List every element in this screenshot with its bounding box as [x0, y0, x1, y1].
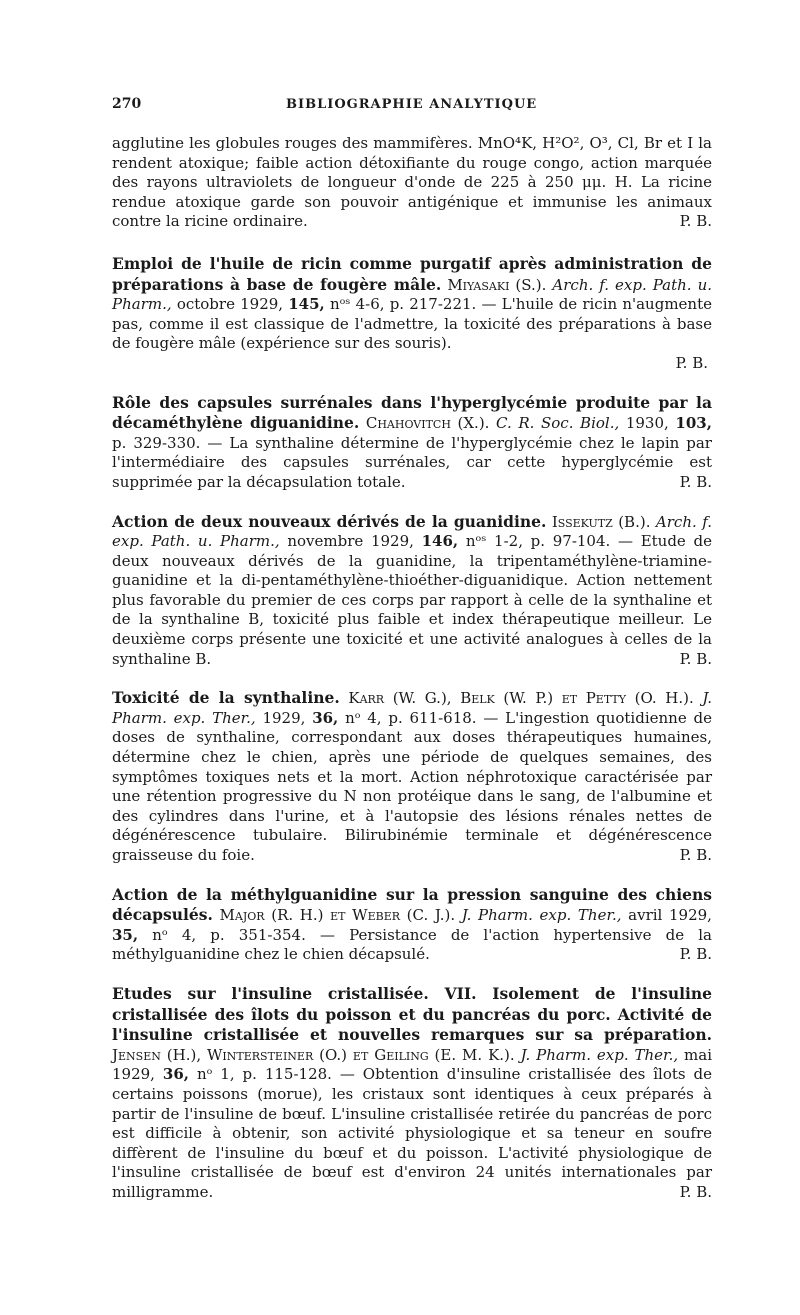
entry-pages: nᵒ 4, p. 611-618.: [345, 708, 477, 727]
entry-journal: C. R. Soc. Biol.,: [496, 414, 620, 433]
entry-volume: 36,: [312, 708, 339, 727]
entry-pages: nᵒˢ 1-2, p. 97-104.: [465, 532, 611, 551]
entry-pages: nᵒˢ 4-6, p. 217-221.: [329, 295, 477, 314]
entry-pages: p. 329-330.: [112, 433, 201, 452]
document-page: [112, 96, 712, 1222]
intro-fragment: [112, 134, 712, 232]
bibliography-entry: [112, 885, 712, 965]
entry-authors: Karr (W. G.), Belk (W. P.) et Petty (O. H.).: [348, 689, 694, 708]
entry-date: 1929,: [262, 708, 306, 727]
entry-journal: Arch. f. exp. Path. u. Pharm.,: [112, 275, 712, 314]
entry-authors: Issekutz (B.).: [551, 512, 651, 531]
bibliography-entry: [112, 393, 712, 493]
entry-signature: P. B.: [675, 353, 708, 372]
entry-date: novembre 1929,: [287, 532, 414, 551]
entry-abstract: — L'ingestion quotidienne de doses de synthaline, correspondant aux doses thérapeutiques humaines, détermine chez le chien, après une période de quelques semaines, des symptômes toxiques nets et la mort. Action néphrotoxique caractérisée par une rétention progressive du N non protéique dans le sang, de l'albumine et des cylindres dans l'urine, et à l'autopsie des lésions rénales nettes de dégénérescence tubulaire. Bilirubinémie terminale et dégénérescence graisseuse du foie.: [112, 708, 712, 864]
entry-title: Action de deux nouveaux dérivés de la guanidine.: [112, 511, 547, 531]
bibliography-entry: [112, 254, 712, 374]
entry-abstract: — La synthaline détermine de l'hyperglycémie chez le lapin par l'intermédiaire des capsules surrénales, car cette hyperglycémie est supprimée par la décapsulation totale.: [112, 433, 712, 491]
entry-journal: Arch. f. exp. Path. u. Pharm.,: [112, 512, 712, 551]
entry-abstract: — Etude de deux nouveaux dérivés de la guanidine, la tripentaméthylène-triamine-guanidine et la di-pentaméthylène-thioéther-diguanidique. Action nettement plus favorable du premier de ces corps par rapport à celle de la synthaline et de la synthaline B, toxicité plus faible et index thérapeutique meilleur. Le deuxième corps présente une toxicité et une activité analogues à celles de la synthaline B.: [112, 532, 712, 668]
entry-pages: nᵒ 1, p. 115-128.: [196, 1065, 332, 1084]
entry-journal: J. Pharm. exp. Ther.,: [461, 906, 622, 925]
entry-signature: P. B.: [679, 1182, 712, 1201]
entry-signature: P. B.: [679, 945, 712, 964]
entry-title: Action de la méthylguanidine sur la pression sanguine des chiens décapsulés.: [112, 884, 712, 925]
entry-authors: Chahovitch (X.).: [365, 414, 490, 433]
entry-title: Etudes sur l'insuline cristallisée. VII. Isolement de l'insuline cristallisée des îlots du poisson et du pancréas du porc. Activité de l'insuline cristallisée et nouvelles remarques sur sa préparation.: [112, 983, 712, 1045]
entry-title: Rôle des capsules surrénales dans l'hyperglycémie produite par la décaméthylène diguanidine.: [112, 392, 712, 433]
entry-signature: P. B.: [679, 649, 712, 668]
entry-signature: P. B.: [679, 212, 712, 231]
entry-volume: 103,: [675, 414, 712, 433]
entry-journal: J. Pharm. exp. Ther.,: [520, 1045, 679, 1064]
entry-authors: Miyasaki (S.).: [447, 275, 547, 294]
entry-abstract: — Obtention d'insuline cristallisée des îlots de certains poissons (morue), les cristaux sont identiques à ceux préparés à partir de l'insuline de bœuf. L'insuline cristallisée retirée du pancréas de porc est difficile à obtenir, son activité physiologique et sa teneur en soufre diffèrent de l'insuline du bœuf et du poisson. L'activité physiologique de l'insuline cristallisée de bœuf est d'environ 24 unités internationales par milligramme.: [112, 1065, 712, 1201]
entry-signature: P. B.: [679, 472, 712, 491]
entry-abstract: — Persistance de l'action hypertensive de la méthylguanidine chez le chien décapsulé.: [112, 925, 712, 964]
entry-date: octobre 1929,: [176, 295, 284, 314]
entry-volume: 145,: [288, 295, 325, 314]
page-header: [112, 96, 712, 112]
intro-text: agglutine les globules rouges des mammifères. MnO⁴K, H²O², O³, Cl, Br et I la rendent atoxique; faible action détoxifiante du rouge congo, action marquée des rayons ultraviolets de longueur d'onde de 225 à 250 μμ. H. La ricine rendue atoxique garde son pouvoir antigénique et immunise les animaux contre la ricine ordinaire.: [112, 134, 712, 231]
entry-abstract: — L'huile de ricin n'augmente pas, comme il est classique de l'admettre, la toxicité des préparations à base de fougère mâle (expérience sur des souris).: [112, 295, 712, 353]
entry-volume: 146,: [421, 532, 459, 551]
entry-title: Emploi de l'huile de ricin comme purgatif après administration de préparations à base de fougère mâle.: [112, 253, 712, 294]
entry-authors: Jensen (H.), Wintersteiner (O.) et Geiling (E. M. K.).: [112, 1045, 515, 1064]
bibliography-entry: [112, 688, 712, 865]
entry-date: avril 1929,: [628, 906, 712, 925]
entry-authors: Major (R. H.) et Weber (C. J.).: [219, 906, 456, 925]
entry-volume: 36,: [162, 1065, 189, 1084]
bibliography-entry: [112, 512, 712, 670]
entry-pages: nᵒ 4, p. 351-354.: [152, 925, 306, 944]
entry-volume: 35,: [112, 925, 139, 944]
entry-title: Toxicité de la synthaline.: [112, 688, 340, 708]
bibliography-entry: [112, 984, 712, 1203]
running-title: BIBLIOGRAPHIE ANALYTIQUE: [286, 97, 538, 112]
page-number: 270: [112, 96, 142, 112]
entry-date: mai 1929,: [112, 1045, 713, 1084]
entry-journal: J. Pharm. exp. Ther.,: [112, 689, 712, 727]
entry-date: 1930,: [625, 414, 669, 433]
entry-signature: P. B.: [679, 846, 712, 864]
